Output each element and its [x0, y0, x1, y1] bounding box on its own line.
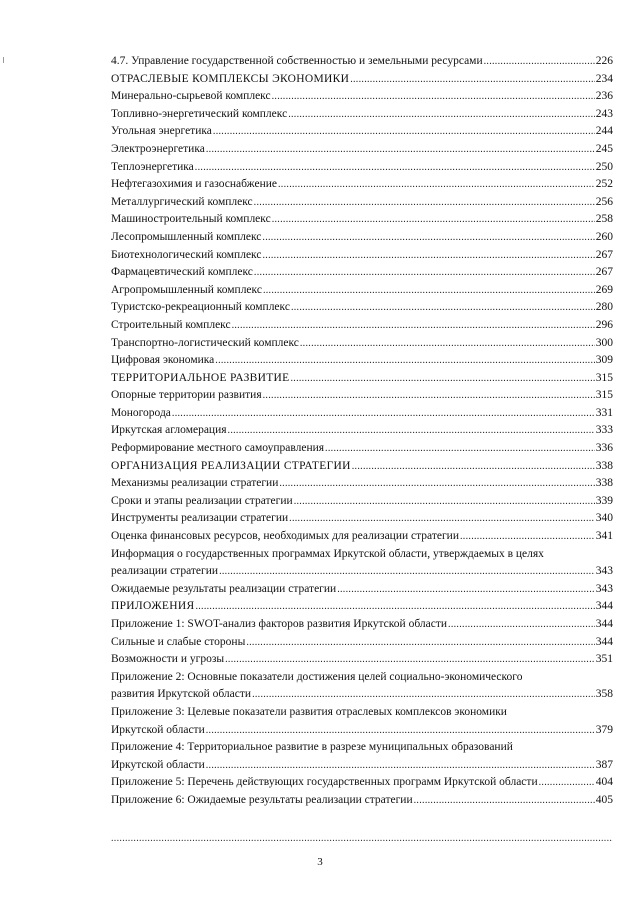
toc-entry[interactable]: [111, 704, 613, 739]
toc-leader-dots: [254, 194, 595, 212]
toc-entry-title: Цифровая экономика: [111, 354, 215, 367]
toc-leader-dots: [325, 440, 595, 458]
toc-entry-page: 341: [595, 530, 613, 543]
toc-entry[interactable]: [111, 88, 613, 106]
toc-entry-page: 243: [595, 107, 613, 120]
toc-section-entry[interactable]: [111, 71, 613, 89]
toc-section-entry[interactable]: [111, 458, 613, 476]
toc-leader-dots: [290, 370, 594, 388]
toc-entry-title: Оценка финансовых ресурсов, необходимых для реализации стратегии: [111, 530, 459, 543]
toc-entry-title: 4.7. Управление государственной собственностью и земельными ресурсами: [111, 55, 483, 67]
toc-entry[interactable]: [111, 211, 613, 229]
toc-entry-page: 245: [595, 142, 613, 155]
toc-entry[interactable]: [111, 546, 613, 581]
toc-entry[interactable]: [111, 282, 613, 300]
toc-entry-title: Минерально-сырьевой комплекс: [111, 90, 271, 103]
toc-entry-title: Туристско-рекреационный комплекс: [111, 301, 290, 314]
toc-entry[interactable]: [111, 651, 613, 669]
toc-leader-dots: [246, 634, 594, 652]
toc-leader-dots: [225, 651, 595, 669]
toc-leader-dots: [300, 335, 595, 353]
toc-entry[interactable]: [111, 405, 613, 423]
toc-leader-dots: [289, 510, 595, 528]
toc-entry-title: Реформирование местного самоуправления: [111, 442, 325, 455]
toc-entry[interactable]: [111, 475, 613, 493]
toc-section-entry[interactable]: [111, 598, 613, 616]
toc-entry-title: Лесопромышленный комплекс: [111, 230, 262, 243]
toc-leader-dots: [294, 493, 595, 511]
margin-mark: [3, 57, 4, 63]
toc-entry-title: Иркутской области: [111, 723, 205, 736]
toc-entry[interactable]: [111, 387, 613, 405]
toc-entry-title: Металлургический комплекс: [111, 195, 253, 208]
toc-entry[interactable]: [111, 264, 613, 282]
toc-entry-page: 269: [595, 283, 613, 296]
toc-leader-dots: [206, 722, 595, 740]
toc-leader-dots: [172, 405, 595, 423]
toc-entry[interactable]: [111, 141, 613, 159]
toc-entry[interactable]: [111, 493, 613, 511]
toc-entry[interactable]: [111, 422, 613, 440]
toc-leader-dots: [460, 528, 595, 546]
toc-leader-dots: [262, 247, 594, 265]
toc-entry-title: ОРГАНИЗАЦИЯ РЕАЛИЗАЦИИ СТРАТЕГИИ: [111, 459, 351, 472]
toc-entry-page: 351: [595, 653, 613, 666]
toc-leader-dots: [484, 53, 595, 71]
toc-entry-page: 226: [595, 55, 613, 67]
toc-entry-page: 336: [595, 442, 613, 455]
toc-leader-dots: [337, 581, 595, 599]
toc-leader-dots: [206, 141, 595, 159]
toc-entry[interactable]: [111, 247, 613, 265]
toc-entry-title-line1: Приложение 4: Территориальное развитие в разрезе муниципальных образований: [111, 741, 513, 754]
toc-leader-dots: [263, 282, 595, 300]
toc-entry-page: 260: [595, 230, 613, 243]
toc-entry-title: Топливно-энергетический комплекс: [111, 107, 288, 120]
toc-leader-dots: [448, 616, 595, 634]
toc-entry[interactable]: [111, 792, 613, 810]
toc-entry-page: 405: [595, 793, 613, 806]
toc-entry[interactable]: [111, 739, 613, 774]
toc-entry[interactable]: [111, 510, 613, 528]
toc-entry-title: Моногорода: [111, 406, 171, 419]
toc-entry-page: 338: [595, 459, 613, 472]
toc-leader-dots: [350, 71, 595, 89]
toc-entry-title: Транспортно-логистический комплекс: [111, 336, 299, 349]
toc-entry[interactable]: [111, 616, 613, 634]
toc-entry-title: реализации стратегии: [111, 565, 219, 578]
toc-entry-title: Инструменты реализации стратегии: [111, 512, 289, 525]
toc-entry-title: Опорные территории развития: [111, 389, 262, 402]
toc-entry-title: Агропромышленный комплекс: [111, 283, 262, 296]
toc-entry-title: развития Иркутской области: [111, 688, 252, 701]
toc-entry-page: 404: [595, 776, 613, 789]
toc-entry-title: ОТРАСЛЕВЫЕ КОМПЛЕКСЫ ЭКОНОМИКИ: [111, 72, 350, 85]
toc-entry-page: 267: [595, 266, 613, 279]
toc-leader-dots: [291, 299, 595, 317]
toc-entry-title: Сроки и этапы реализации стратегии: [111, 494, 293, 507]
toc-entry-page: 236: [595, 90, 613, 103]
toc-entry-title-line1: Приложение 3: Целевые показатели развития отраслевых комплексов экономики: [111, 705, 507, 718]
toc-entry-title: Фармацевтический комплекс: [111, 266, 253, 279]
toc-entry[interactable]: [111, 352, 613, 370]
toc-entry-page: 379: [595, 723, 613, 736]
footer-dotted-rule: [111, 833, 613, 844]
toc-entry-title: Приложение 1: SWOT-анализ факторов развития Иркутской области: [111, 618, 448, 630]
toc-entry[interactable]: [111, 176, 613, 194]
toc-leader-dots: [252, 686, 595, 704]
toc-entry-page: 309: [595, 354, 613, 367]
toc-entry[interactable]: [111, 528, 613, 546]
toc-entry-title: Нефтегазохимия и газоснабжение: [111, 178, 277, 191]
toc-entry[interactable]: [111, 299, 613, 317]
toc-entry-title: Биотехнологический комплекс: [111, 248, 262, 261]
toc-leader-dots: [288, 106, 595, 124]
toc-entry-page: 343: [595, 582, 613, 595]
toc-entry-page: 280: [595, 301, 613, 314]
toc-leader-dots: [279, 475, 594, 493]
toc-leader-dots: [414, 792, 595, 810]
toc-entry-title-line1: Информация о государственных программах Иркутской области, утверждаемых в целях: [111, 547, 544, 560]
toc-entry-title: Угольная энергетика: [111, 125, 212, 138]
toc-leader-dots: [219, 563, 595, 581]
toc-entry-title: ПРИЛОЖЕНИЯ: [111, 600, 195, 613]
toc-leader-dots: [254, 264, 595, 282]
toc-entry-title: Электроэнергетика: [111, 142, 205, 155]
toc-entry[interactable]: [111, 634, 613, 652]
toc-entry-title: Приложение 5: Перечень действующих государственных программ Иркутской области: [111, 776, 538, 789]
toc-entry-title: Сильные и слабые стороны: [111, 635, 246, 648]
toc-entry[interactable]: [111, 159, 613, 177]
table-of-contents: [111, 53, 613, 810]
toc-leader-dots: [215, 352, 594, 370]
toc-entry-title: Приложение 6: Ожидаемые результаты реализации стратегии: [111, 793, 413, 806]
toc-entry[interactable]: [111, 123, 613, 141]
toc-entry-page: 358: [595, 688, 613, 701]
toc-entry-title: Иркутской области: [111, 758, 205, 771]
toc-entry-page: 300: [595, 336, 613, 349]
toc-entry[interactable]: [111, 106, 613, 124]
toc-entry-page: 296: [595, 318, 613, 331]
toc-section-entry[interactable]: [111, 370, 613, 388]
toc-entry-title: ТЕРРИТОРИАЛЬНОЕ РАЗВИТИЕ: [111, 371, 290, 384]
toc-leader-dots: [232, 317, 595, 335]
toc-leader-dots: [195, 159, 595, 177]
toc-entry-page: 340: [595, 512, 613, 525]
toc-entry[interactable]: [111, 581, 613, 599]
toc-leader-dots: [352, 458, 595, 476]
toc-entry-title: Машиностроительный комплекс: [111, 213, 271, 226]
toc-entry[interactable]: [111, 335, 613, 353]
toc-entry-page: 250: [595, 160, 613, 173]
toc-entry-title: Иркутская агломерация: [111, 424, 227, 437]
toc-entry[interactable]: [111, 440, 613, 458]
toc-entry-title: Строительный комплекс: [111, 318, 231, 331]
toc-leader-dots: [262, 229, 594, 247]
toc-leader-dots: [206, 757, 595, 775]
toc-entry-title-line1: Приложение 2: Основные показатели достижения целей социально-экономического: [111, 670, 523, 683]
toc-entry-title: Ожидаемые результаты реализации стратегии: [111, 582, 337, 595]
toc-entry-page: 267: [595, 248, 613, 261]
toc-entry-page: 315: [595, 389, 613, 402]
toc-leader-dots: [272, 88, 595, 106]
toc-entry[interactable]: [111, 229, 613, 247]
toc-entry[interactable]: [111, 53, 613, 71]
toc-entry-page: 343: [595, 565, 613, 578]
toc-entry-page: 333: [595, 424, 613, 437]
toc-entry-page: 252: [595, 178, 613, 191]
toc-entry-title: Теплоэнергетика: [111, 160, 194, 173]
toc-leader-dots: [263, 387, 595, 405]
toc-entry-title: Механизмы реализации стратегии: [111, 477, 279, 490]
toc-entry[interactable]: [111, 194, 613, 212]
toc-leader-dots: [213, 123, 595, 141]
toc-entry[interactable]: [111, 774, 613, 792]
toc-leader-dots: [228, 422, 595, 440]
toc-entry-page: 234: [595, 72, 613, 85]
toc-entry-page: 331: [595, 406, 613, 419]
toc-entry-page: 344: [595, 600, 613, 613]
toc-leader-dots: [195, 598, 594, 616]
toc-entry-page: 315: [595, 371, 613, 384]
toc-leader-dots: [539, 774, 595, 792]
toc-entry-page: 244: [595, 125, 613, 138]
toc-entry-page: 344: [595, 635, 613, 648]
toc-entry-page: 256: [595, 195, 613, 208]
toc-entry-page: 387: [595, 758, 613, 771]
toc-entry[interactable]: [111, 317, 613, 335]
toc-entry-page: 339: [595, 494, 613, 507]
toc-entry[interactable]: [111, 669, 613, 704]
toc-entry-page: 258: [595, 213, 613, 226]
toc-entry-page: 338: [595, 477, 613, 490]
toc-leader-dots: [278, 176, 595, 194]
toc-entry-title: Возможности и угрозы: [111, 653, 225, 666]
page-number: 3: [317, 856, 323, 868]
toc-entry-page: 344: [595, 618, 613, 630]
toc-leader-dots: [272, 211, 595, 229]
